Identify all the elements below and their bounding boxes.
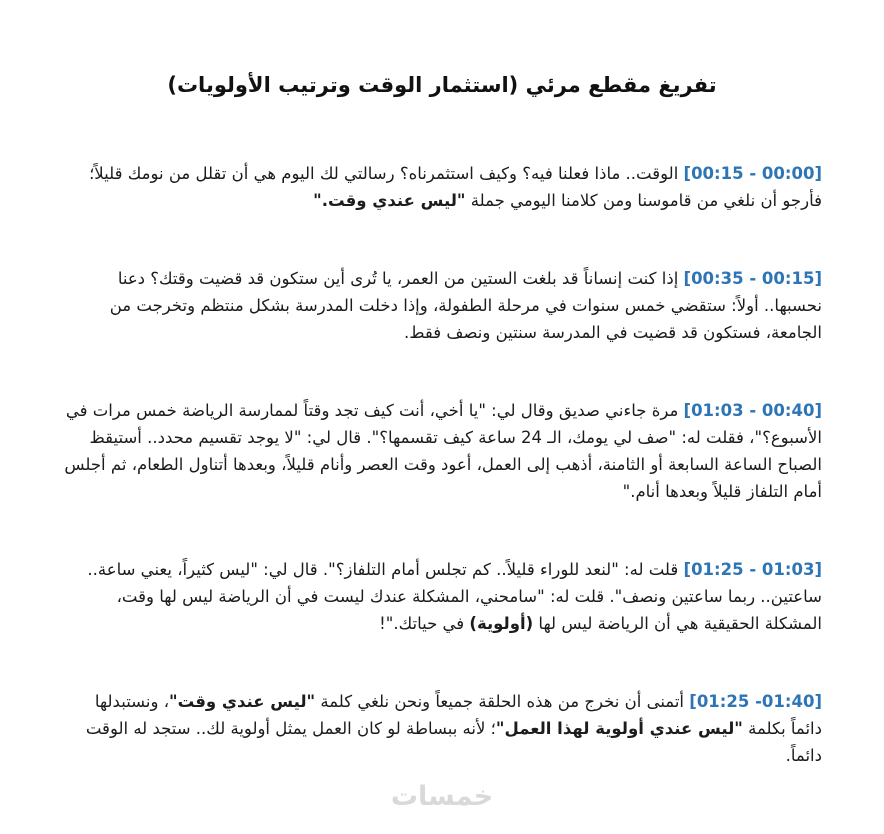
transcript-paragraph — [62, 688, 822, 769]
transcript-paragraph — [62, 397, 822, 505]
transcript — [62, 160, 822, 769]
text-run-bold: (أولوية) — [469, 614, 534, 633]
khamsat-watermark: خمسات — [390, 781, 494, 812]
timestamp-label: [01:03 - 00:40] — [683, 401, 822, 420]
text-run-bold: "ليس عندي وقت." — [313, 191, 466, 210]
text-run: ، ونستبدلها دائماً بكلمة — [94, 692, 822, 738]
timestamp-label: [00:35 - 00:15] — [683, 269, 822, 288]
text-run: ؛ لأنه ببساطة لو كان العمل يمثل أولوية لك.. ستجد له الوقت دائماً. — [85, 719, 822, 765]
text-run: أتمنى أن نخرج من هذه الحلقة جميعاً ونحن نلغي كلمة — [315, 692, 690, 711]
text-run: مرة جاءني صديق وقال لي: "يا أخي، أنت كيف تجد وقتاً لممارسة الرياضة خمس مرات في الأسبوع؟"، فقلت له: "صف لي يومك، الـ 24 ساعة كيف تقسمها؟". قال لي: "لا يوجد تقسيم محدد.. أستيقظ الصباح الساعة السابعة أو الثامنة، أذهب إلى العمل، أعود وقت العصر وأنام قليلاً، وبعدها أتناول الطعام، ثم أجلس أمام التلفاز قليلاً وبعدها أنام." — [64, 401, 822, 501]
text-run-bold: "ليس عندي أولوية لهذا العمل" — [495, 719, 743, 738]
timestamp-label: [00:15 - 00:00] — [683, 164, 822, 183]
text-run-bold: "ليس عندي وقت" — [169, 692, 316, 711]
transcript-paragraph — [62, 556, 822, 637]
text-run: في حياتك."! — [379, 614, 470, 633]
text-run: إذا كنت إنساناً قد بلغت الستين من العمر، يا تُرى أين ستكون قد قضيت وقتك؟ دعنا نحسبها.. أولاً: ستقضي خمس سنوات في مرحلة الطفولة، وإذا دخلت المدرسة بشكل منتظم وتخرجت من الجامعة، فستكون قد قضيت في المدرسة سنتين ونصف فقط. — [109, 269, 822, 342]
document-title: تفريغ مقطع مرئي (استثمار الوقت وترتيب الأولويات) — [167, 73, 717, 97]
text-run: قلت له: "لنعد للوراء قليلاً.. كم تجلس أمام التلفاز؟". قال لي: "ليس كثيراً، يعني ساعة.. ساعتين.. ربما ساعتين ونصف". قلت له: "سامحني، المشكلة عندك ليست في أن الرياضة ليس لها وقت، المشكلة الحقيقية هي أن الرياضة ليس لها — [87, 560, 822, 633]
text-run: الوقت.. ماذا فعلنا فيه؟ وكيف استثمرناه؟ رسالتي لك اليوم هي أن تقلل من نومك قليلاً؛ فأرجو أن نلغي من قاموسنا ومن كلامنا اليومي جملة — [89, 164, 822, 210]
timestamp-label: [01:25 -01:40] — [689, 692, 822, 711]
transcript-paragraph — [62, 160, 822, 214]
transcript-paragraph — [62, 265, 822, 346]
timestamp-label: [01:25 - 01:03] — [683, 560, 822, 579]
